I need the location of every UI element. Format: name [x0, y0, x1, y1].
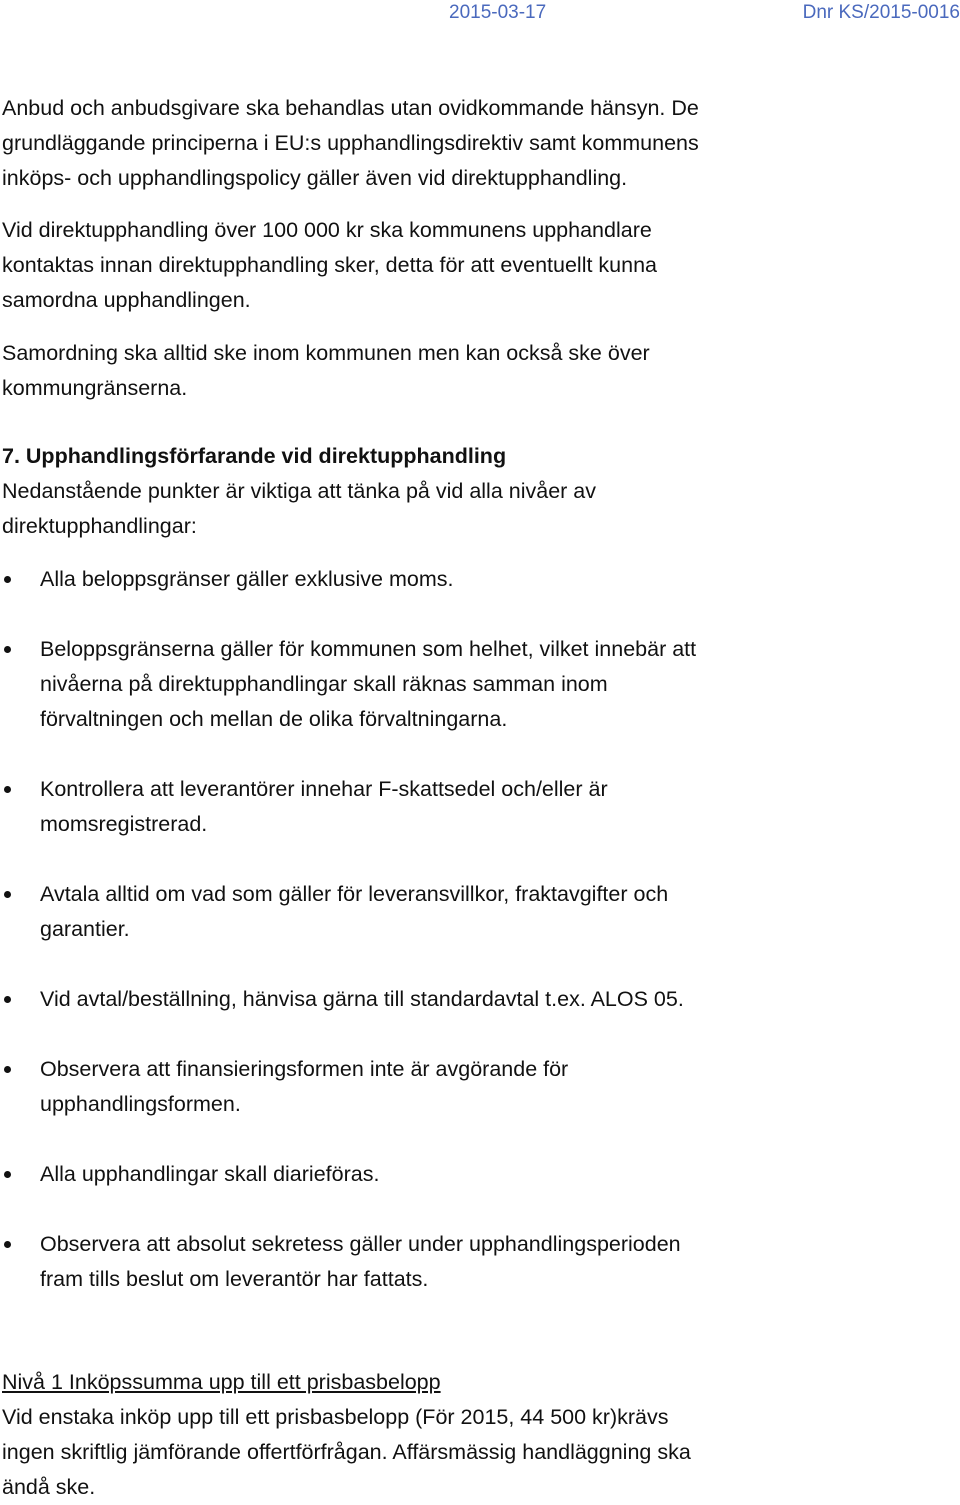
bullet-icon — [4, 996, 11, 1003]
text-line: upphandlingsformen. — [40, 1092, 241, 1116]
text-line: inköps- och upphandlingspolicy gäller även vid direktupphandling. — [2, 166, 628, 190]
bullet-icon — [4, 1066, 11, 1073]
header-reference-number: Dnr KS/2015-0016 — [802, 2, 960, 23]
text-line: momsregistrerad. — [40, 812, 208, 836]
text-line: ingen skriftlig jämförande offertförfrågan. Affärsmässig handläggning ska — [2, 1440, 691, 1464]
text-line: kommungränserna. — [2, 376, 188, 400]
intro-paragraph-2 — [2, 213, 952, 318]
text-line: Nedanstående punkter är viktiga att tänka på vid alla nivåer av — [2, 479, 597, 503]
bullet-icon — [4, 891, 11, 898]
text-line: nivåerna på direktupphandlingar skall räknas samman inom — [40, 672, 608, 696]
bullet-icon — [4, 1241, 11, 1248]
text-line: förvaltningen och mellan de olika förvaltningarna. — [40, 707, 508, 731]
text-line: Observera att absolut sekretess gäller under upphandlingsperioden — [40, 1232, 681, 1256]
text-line: garantier. — [40, 917, 130, 941]
header-date: 2015-03-17 — [449, 2, 547, 23]
text-line: direktupphandlingar: — [2, 514, 197, 538]
text-line: Avtala alltid om vad som gäller för leveransvillkor, fraktavgifter och — [40, 882, 669, 906]
bullet-text — [40, 1052, 568, 1122]
section-intro — [2, 474, 952, 544]
text-line: Kontrollera att leverantörer innehar F-skattsedel och/eller är — [40, 777, 608, 801]
bullet-text — [40, 632, 696, 737]
text-line: fram tills beslut om leverantör har fattats. — [40, 1267, 429, 1291]
intro-paragraph-1 — [2, 91, 952, 196]
bullet-text — [40, 772, 608, 842]
bullet-text — [40, 877, 668, 947]
text-line: Beloppsgränserna gäller för kommunen som helhet, vilket innebär att — [40, 637, 697, 661]
bullet-text — [40, 562, 453, 597]
bullet-icon — [4, 576, 11, 583]
bullet-icon — [4, 786, 11, 793]
level-1-heading: Nivå 1 Inköpssumma upp till ett prisbasbelopp — [2, 1370, 441, 1394]
bullet-icon — [4, 646, 11, 653]
text-line: Vid direktupphandling över 100 000 kr ska kommunens upphandlare — [2, 218, 652, 242]
section-heading: 7. Upphandlingsförfarande vid direktupphandling — [2, 444, 507, 468]
intro-paragraph-3 — [2, 336, 952, 406]
level-1-paragraph — [2, 1400, 952, 1505]
bullet-icon — [4, 1171, 11, 1178]
text-line: kontaktas innan direktupphandling sker, detta för att eventuellt kunna — [2, 253, 657, 277]
text-line: ändå ske. — [2, 1475, 96, 1499]
text-line: samordna upphandlingen. — [2, 288, 251, 312]
text-line: Alla beloppsgränser gäller exklusive moms. — [40, 567, 454, 591]
text-line: Vid enstaka inköp upp till ett prisbasbelopp (För 2015, 44 500 kr)krävs — [2, 1405, 669, 1429]
text-line: grundläggande principerna i EU:s upphandlingsdirektiv samt kommunens — [2, 131, 699, 155]
text-line: Anbud och anbudsgivare ska behandlas utan ovidkommande hänsyn. De — [2, 96, 699, 120]
text-line: Vid avtal/beställning, hänvisa gärna till standardavtal t.ex. ALOS 05. — [40, 987, 684, 1011]
text-line: Samordning ska alltid ske inom kommunen men kan också ske över — [2, 341, 650, 365]
bullet-text — [40, 1157, 379, 1192]
text-line: Alla upphandlingar skall diarieföras. — [40, 1162, 380, 1186]
text-line: Observera att finansieringsformen inte är avgörande för — [40, 1057, 569, 1081]
bullet-text — [40, 1227, 681, 1297]
bullet-text — [40, 982, 684, 1017]
